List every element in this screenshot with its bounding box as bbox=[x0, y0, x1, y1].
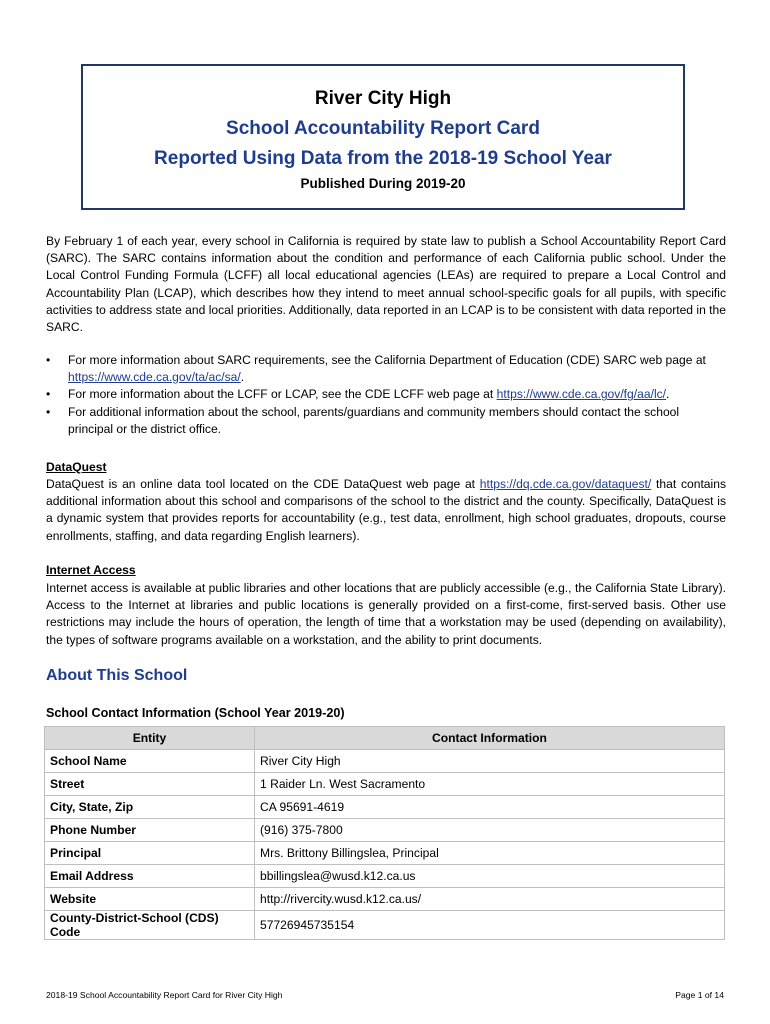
table-row bbox=[45, 842, 725, 865]
dataquest-paragraph bbox=[46, 476, 726, 545]
row-label: City, State, Zip bbox=[45, 796, 255, 819]
bullet-text: For more information about the LCFF or LCAP, see the CDE LCFF web page at bbox=[68, 387, 497, 402]
bullet-icon: • bbox=[46, 387, 51, 402]
footer-document-title: 2018-19 School Accountability Report Card for River City High bbox=[46, 990, 283, 1000]
published-date: Published During 2019-20 bbox=[300, 176, 466, 191]
table-row bbox=[45, 796, 725, 819]
info-bullet-list bbox=[46, 352, 726, 438]
title-box bbox=[81, 64, 685, 210]
bullet-lcff bbox=[46, 386, 726, 403]
row-label: Website bbox=[45, 888, 255, 911]
contact-info-table bbox=[44, 726, 725, 940]
table-row bbox=[45, 819, 725, 842]
table-row bbox=[45, 750, 725, 773]
row-value: River City High bbox=[255, 750, 725, 773]
row-label: Phone Number bbox=[45, 819, 255, 842]
row-value: http://rivercity.wusd.k12.ca.us/ bbox=[255, 888, 725, 911]
row-value: (916) 375-7800 bbox=[255, 819, 725, 842]
about-school-heading: About This School bbox=[46, 667, 188, 684]
lcff-link[interactable]: https://www.cde.ca.gov/fg/aa/lc/ bbox=[496, 387, 667, 402]
bullet-text: For additional information about the school, parents/guardians and community members should contact the school principal or the district office. bbox=[68, 404, 680, 436]
school-name: River City High bbox=[314, 88, 452, 109]
internet-access-paragraph: Internet access is available at public libraries and other locations that are publicly accessible (e.g., the California State Library). Access to the Internet at libraries and public locations is generally provided on a first-come, first-served basis. Other use restrictions may include the hours of operation, the length of time that a workstation may be used (depending on availability), the types of software programs available on a workstation, and the ability to print documents. bbox=[46, 581, 726, 647]
dataquest-text-cont: that contains additional information about this school and comparisons of the school to the district and the county. Specifically, DataQuest is a dynamic system that provides reports for accountability (e.g., test data, enrollment, high school graduates, dropouts, course enrollments, staffing, and data regarding English learners). bbox=[46, 477, 726, 543]
dataquest-text: DataQuest is an online data tool located on the CDE DataQuest web page at bbox=[46, 477, 480, 491]
intro-paragraph: By February 1 of each year, every school in California is required by state law to publish a School Accountability Report Card (SARC). The SARC contains information about the condition and performance of each California public school. Under the Local Control Funding Formula (LCFF) all local educational agencies (LEAs) are required to prepare a Local Control and Accountability Plan (LCAP), which describes how they intend to meet annual school-specific goals for all pupils, with specific activities to address state and local priorities. Additionally, data reported in an LCAP is to be consistent with data reported in the SARC. bbox=[46, 234, 726, 335]
footer-page-number: Page 1 of 14 bbox=[675, 990, 724, 1000]
column-header-entity: Entity bbox=[45, 727, 255, 750]
row-label: Street bbox=[45, 773, 255, 796]
row-label: School Name bbox=[45, 750, 255, 773]
bullet-contact bbox=[46, 404, 726, 438]
bullet-icon: • bbox=[46, 404, 51, 419]
bullet-trailing: . bbox=[666, 387, 670, 402]
row-label: Email Address bbox=[45, 865, 255, 888]
table-header-row bbox=[45, 727, 725, 750]
row-value: 1 Raider Ln. West Sacramento bbox=[255, 773, 725, 796]
row-value: CA 95691-4619 bbox=[255, 796, 725, 819]
report-subtitle: Reported Using Data from the 2018-19 School Year bbox=[154, 148, 612, 169]
bullet-text: For more information about SARC requirements, see the California Department of Education (CDE) SARC web page at bbox=[68, 353, 706, 367]
table-row bbox=[45, 773, 725, 796]
contact-table-caption: School Contact Information (School Year 2019-20) bbox=[46, 706, 345, 720]
row-label: County-District-School (CDS) Code bbox=[45, 911, 255, 940]
dataquest-link[interactable]: https://dq.cde.ca.gov/dataquest/ bbox=[479, 477, 652, 491]
row-label: Principal bbox=[45, 842, 255, 865]
report-title: School Accountability Report Card bbox=[226, 118, 540, 139]
dataquest-heading: DataQuest bbox=[46, 460, 107, 474]
internet-access-heading: Internet Access bbox=[46, 563, 136, 577]
bullet-trailing: . bbox=[240, 370, 245, 385]
table-row bbox=[45, 911, 725, 940]
bullet-sarc bbox=[46, 352, 726, 386]
table-row bbox=[45, 865, 725, 888]
column-header-contact: Contact Information bbox=[255, 727, 725, 750]
sarc-link[interactable]: https://www.cde.ca.gov/ta/ac/sa/ bbox=[68, 370, 241, 385]
row-value: bbillingslea@wusd.k12.ca.us bbox=[255, 865, 725, 888]
row-value: 57726945735154 bbox=[255, 911, 725, 940]
row-value: Mrs. Brittony Billingslea, Principal bbox=[255, 842, 725, 865]
bullet-icon: • bbox=[46, 353, 51, 367]
table-row bbox=[45, 888, 725, 911]
